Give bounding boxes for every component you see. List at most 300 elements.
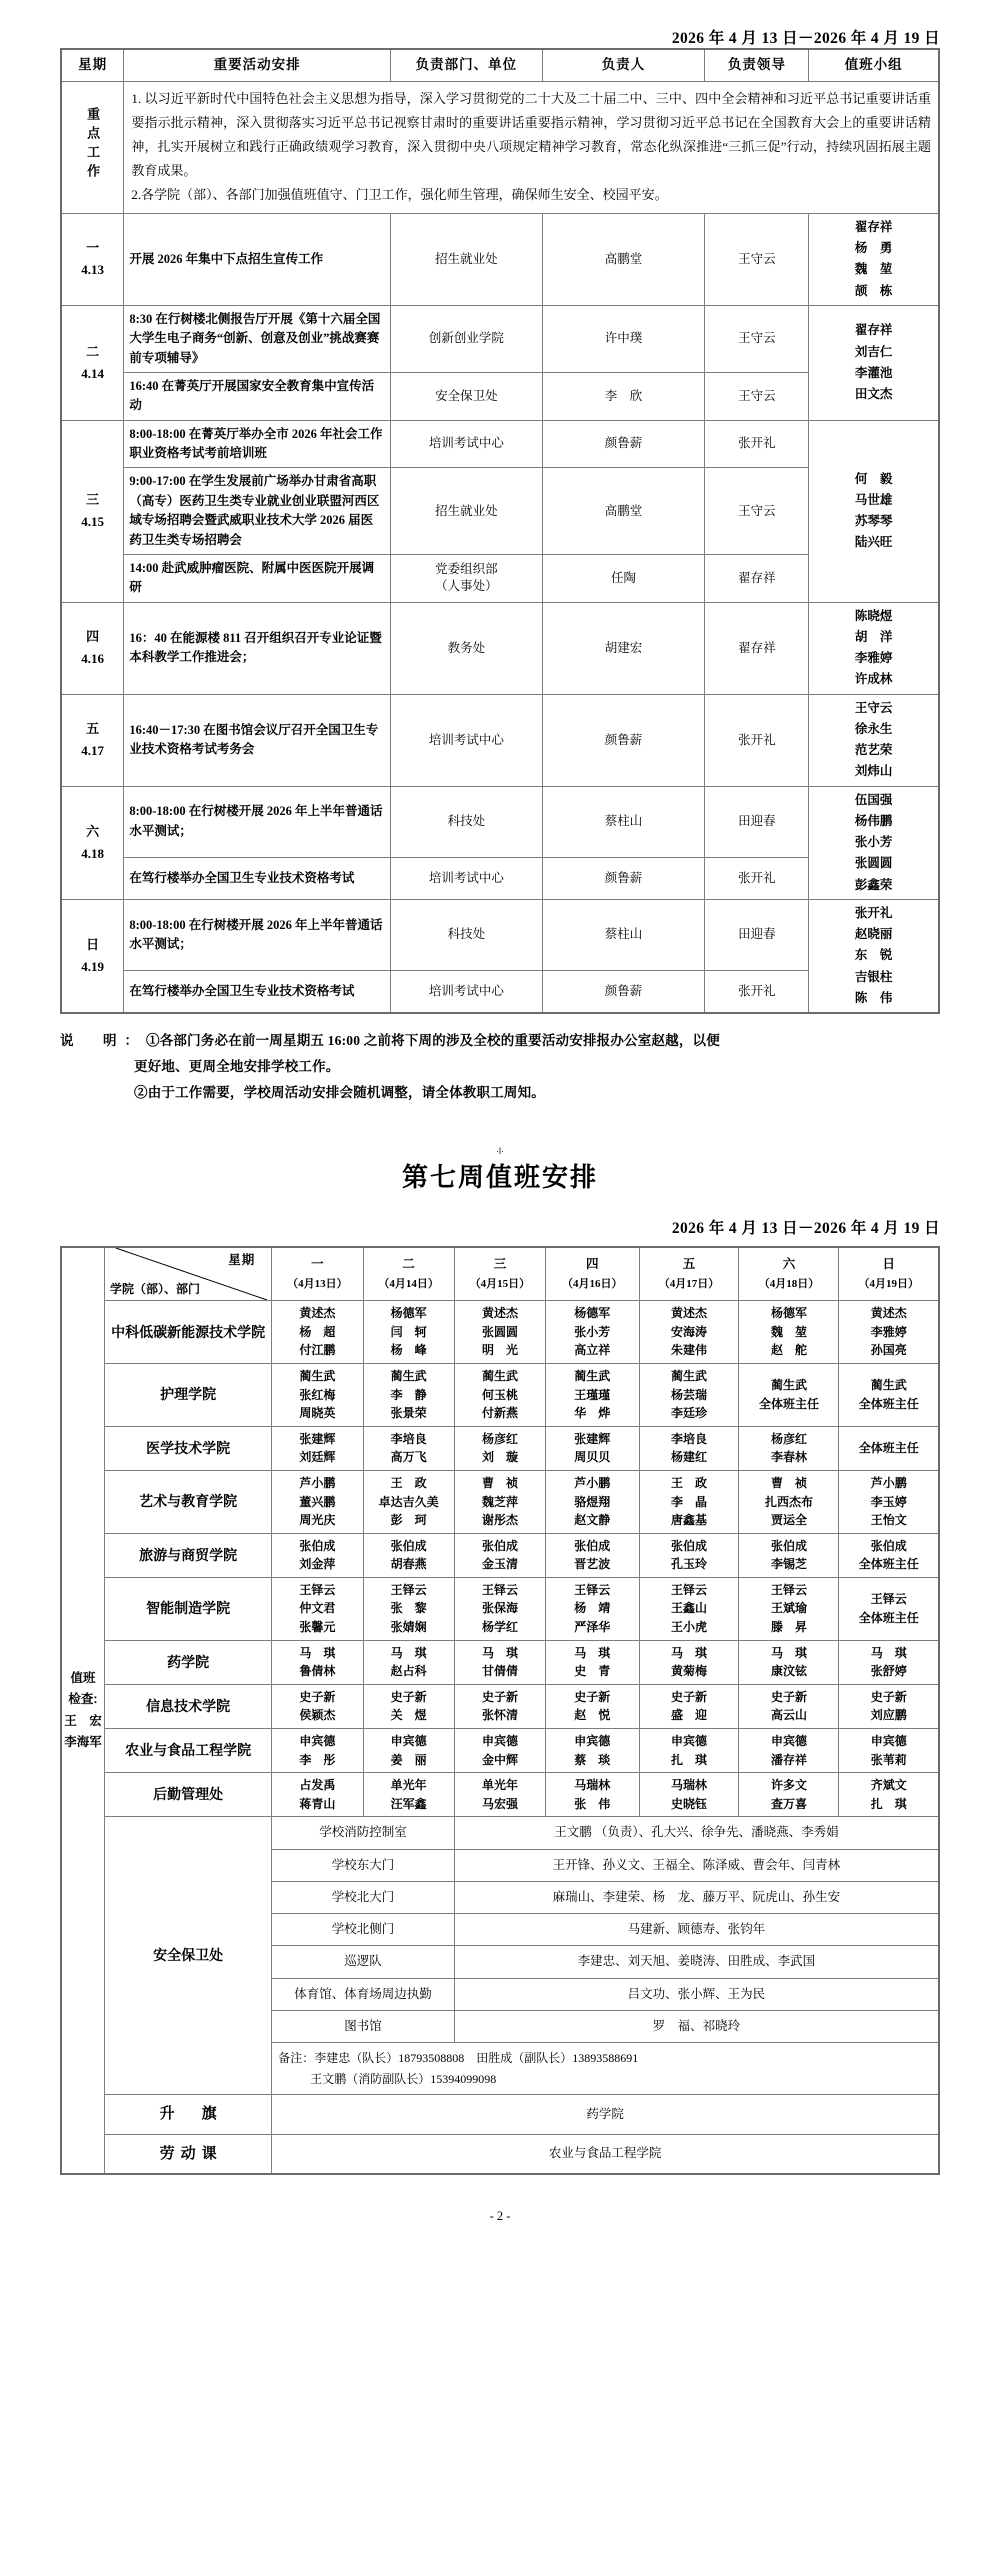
duty-person: 杨 靖 — [574, 1601, 611, 1616]
duty-cell — [739, 1729, 839, 1773]
duty-person: 潘存祥 — [770, 1752, 807, 1767]
duty-person: 全体班主任 — [858, 1610, 919, 1625]
duty-group-member: 陈晓煜 — [854, 608, 893, 623]
activity-description: 在笃行楼举办全国卫生专业技术资格考试 — [124, 970, 391, 1013]
duty-person: 马 琪 — [870, 1645, 907, 1660]
duty-day-header-1 — [363, 1247, 454, 1301]
duty-person: 王铎云 — [481, 1582, 518, 1597]
duty-person: 史 青 — [574, 1664, 611, 1679]
activity-weekday: 二 — [86, 343, 100, 359]
duty-group-member: 杨伟鹏 — [854, 813, 893, 828]
duty-cell — [546, 1577, 639, 1640]
duty-person: 唐鑫基 — [670, 1513, 707, 1528]
duty-group-member: 杨 勇 — [854, 241, 893, 256]
activity-department: 招生就业处 — [391, 468, 543, 555]
duty-person: 高云山 — [770, 1708, 807, 1723]
duty-day-header-3 — [546, 1247, 639, 1301]
duty-person: 王铎云 — [299, 1582, 336, 1597]
corner-week-label: 星期 — [228, 1253, 256, 1268]
activity-leader: 王守云 — [705, 213, 809, 305]
duty-group-member: 伍国强 — [854, 792, 893, 807]
duty-cell — [639, 1533, 739, 1577]
labor-class-row — [61, 2134, 939, 2174]
duty-unit-name-6: 药学院 — [104, 1640, 271, 1684]
activity-leader: 田迎春 — [705, 899, 809, 970]
duty-cell — [454, 1533, 545, 1577]
duty-person: 甘倩倩 — [481, 1664, 518, 1679]
activity-owner: 颜鲁薪 — [542, 420, 705, 468]
duty-person: 李培良 — [670, 1431, 707, 1446]
duty-person: 张保海 — [481, 1601, 518, 1616]
duty-cell — [363, 1577, 454, 1640]
duty-person: 刘金萍 — [299, 1557, 336, 1572]
duty-person: 鲁倩林 — [299, 1664, 336, 1679]
activity-weekday: 四 — [86, 629, 100, 645]
duty-person: 盛 迎 — [670, 1708, 707, 1723]
duty-cell — [639, 1577, 739, 1640]
duty-day-weekday: 四 — [586, 1257, 599, 1272]
duty-cell — [739, 1640, 839, 1684]
duty-cell — [454, 1684, 545, 1728]
activity-leader: 张开礼 — [705, 857, 809, 899]
security-remark — [272, 2043, 939, 2095]
duty-unit-name-3: 艺术与教育学院 — [104, 1470, 271, 1533]
duty-person: 马 琪 — [574, 1645, 611, 1660]
activity-duty-group-6 — [809, 899, 939, 1013]
activity-department: 创新创业学院 — [391, 305, 543, 372]
activity-department: 科技处 — [391, 786, 543, 857]
duty-cell — [454, 1426, 545, 1470]
duty-person: 马 琪 — [481, 1645, 518, 1660]
duty-person: 王鑫山 — [670, 1601, 707, 1616]
activity-department: 培训考试中心 — [391, 694, 543, 786]
activity-day-cell-5 — [61, 786, 124, 899]
duty-cell — [363, 1301, 454, 1364]
duty-person: 明 光 — [481, 1343, 518, 1358]
activity-row — [61, 602, 939, 694]
activity-department: 党委组织部 （人事处） — [391, 554, 543, 602]
duty-cell — [272, 1640, 363, 1684]
duty-person: 滕 昇 — [770, 1620, 807, 1635]
duty-person: 占发禹 — [299, 1778, 336, 1793]
duty-person: 安海涛 — [670, 1324, 707, 1339]
duty-corner-cell — [104, 1247, 271, 1301]
duty-cell — [739, 1684, 839, 1728]
duty-cell — [454, 1773, 545, 1817]
activity-col-header-5: 值班小组 — [809, 49, 939, 81]
flag-raising-row — [61, 2094, 939, 2134]
activity-duty-group-3 — [809, 602, 939, 694]
activity-col-header-0: 星期 — [61, 49, 124, 81]
duty-person: 史子新 — [870, 1689, 907, 1704]
duty-day-date: （4月14日） — [378, 1278, 439, 1291]
duty-person: 芦小鹏 — [574, 1475, 611, 1490]
duty-person: 史子新 — [670, 1689, 707, 1704]
weekly-activity-table — [60, 48, 940, 1014]
activity-department: 培训考试中心 — [391, 857, 543, 899]
duty-person: 晋艺波 — [574, 1557, 611, 1572]
duty-group-member: 胡 洋 — [854, 629, 893, 644]
duty-cell — [739, 1363, 839, 1426]
flag-raising-value: 药学院 — [272, 2094, 939, 2134]
duty-person: 董兴鹏 — [299, 1494, 336, 1509]
activity-date: 4.15 — [81, 514, 105, 530]
duty-person: 史子新 — [574, 1689, 611, 1704]
duty-person: 张苇莉 — [870, 1752, 907, 1767]
duty-person: 扎 琪 — [670, 1752, 707, 1767]
duty-person: 张伯成 — [481, 1538, 518, 1553]
duty-person: 申宾德 — [481, 1734, 518, 1749]
duty-person: 马瑞林 — [670, 1778, 707, 1793]
activity-department: 培训考试中心 — [391, 420, 543, 468]
activity-owner: 任陶 — [542, 554, 705, 602]
activity-description: 16:40－17:30 在图书馆会议厅召开全国卫生专业技术资格考试考务会 — [124, 694, 391, 786]
duty-cell — [454, 1577, 545, 1640]
duty-person: 杨建红 — [670, 1450, 707, 1465]
duty-group-member: 李雅婷 — [854, 651, 893, 666]
duty-group-member: 马世雄 — [854, 492, 893, 507]
duty-person: 张馨元 — [299, 1620, 336, 1635]
duty-person: 张伯成 — [770, 1538, 807, 1553]
duty-person: 蔺生武 — [670, 1368, 707, 1383]
duty-group-member: 陈 伟 — [854, 990, 893, 1005]
duty-cell — [272, 1363, 363, 1426]
duty-person: 马瑞林 — [574, 1778, 611, 1793]
activity-leader: 王守云 — [705, 305, 809, 372]
duty-person: 杨 峰 — [390, 1343, 427, 1358]
activity-date: 4.16 — [81, 651, 105, 667]
labor-class-value: 农业与食品工程学院 — [272, 2134, 939, 2174]
duty-cell — [546, 1684, 639, 1728]
focus-work-row — [61, 81, 939, 213]
security-post-label: 学校东大门 — [272, 1849, 455, 1881]
duty-cell — [839, 1533, 939, 1577]
activity-weekday: 六 — [86, 823, 100, 839]
duty-person: 贾运全 — [770, 1513, 807, 1528]
duty-person: 周光庆 — [299, 1513, 336, 1528]
duty-person: 黄述杰 — [870, 1306, 907, 1321]
duty-person: 何玉桃 — [481, 1387, 518, 1402]
duty-person: 李锡芝 — [770, 1557, 807, 1572]
duty-person: 单光年 — [390, 1778, 427, 1793]
duty-cell — [739, 1470, 839, 1533]
duty-cell — [546, 1729, 639, 1773]
week-date-range: 2026 年 4 月 13 日－2026 年 4 月 19 日 — [671, 30, 940, 47]
duty-cell — [272, 1773, 363, 1817]
activity-col-header-4: 负责领导 — [705, 49, 809, 81]
duty-cell — [454, 1301, 545, 1364]
duty-unit-name-2: 医学技术学院 — [104, 1426, 271, 1470]
duty-person: 王铎云 — [770, 1582, 807, 1597]
activity-col-header-2: 负责部门、单位 — [391, 49, 543, 81]
focus-work-label: 重点工作 — [61, 81, 124, 213]
duty-person: 李 彤 — [299, 1752, 336, 1767]
activity-leader: 田迎春 — [705, 786, 809, 857]
duty-person: 高立祥 — [574, 1343, 611, 1358]
security-post-label: 体育馆、体育场周边执勤 — [272, 1978, 455, 2010]
duty-person: 张婧娴 — [390, 1620, 427, 1635]
activity-duty-group-2 — [809, 420, 939, 602]
activity-leader: 张开礼 — [705, 970, 809, 1013]
activity-date: 4.18 — [81, 845, 105, 861]
duty-cell — [639, 1301, 739, 1364]
activity-duty-group-5 — [809, 786, 939, 899]
duty-person: 杨德军 — [390, 1306, 427, 1321]
duty-person: 黄述杰 — [481, 1306, 518, 1321]
activity-department: 教务处 — [391, 602, 543, 694]
duty-cell — [639, 1684, 739, 1728]
duty-person: 蔺生武 — [390, 1368, 427, 1383]
duty-cell — [639, 1363, 739, 1426]
duty-person: 关 煜 — [390, 1708, 427, 1723]
duty-person: 杨德军 — [770, 1306, 807, 1321]
activity-day-cell-2 — [61, 420, 124, 602]
duty-group-member: 刘炜山 — [854, 764, 893, 779]
duty-day-header-5 — [739, 1247, 839, 1301]
activity-department: 培训考试中心 — [391, 970, 543, 1013]
duty-person: 史子新 — [481, 1689, 518, 1704]
activity-owner: 颜鲁薪 — [542, 857, 705, 899]
security-post-staff: 罗 福、祁晓玲 — [454, 2010, 939, 2042]
duty-person: 刘应鹏 — [870, 1708, 907, 1723]
security-unit-name: 安全保卫处 — [104, 1817, 271, 2095]
labor-class-label: 劳动课 — [104, 2134, 271, 2174]
activity-row — [61, 468, 939, 555]
duty-day-weekday: 日 — [882, 1257, 895, 1272]
duty-person: 严泽华 — [574, 1620, 611, 1635]
duty-group-member: 刘吉仁 — [854, 344, 893, 359]
duty-person: 康汶铉 — [770, 1664, 807, 1679]
activity-owner: 高鹏堂 — [542, 468, 705, 555]
duty-title-text: 第七周值班安排 — [401, 1162, 598, 1193]
duty-person: 张建辉 — [299, 1431, 336, 1446]
duty-unit-name-7: 信息技术学院 — [104, 1684, 271, 1728]
security-remark-line2: 王文鹏（消防副队长）15394099098 — [310, 2071, 497, 2086]
activity-date: 4.19 — [81, 959, 105, 975]
activity-date: 4.14 — [81, 365, 105, 381]
duty-day-weekday: 三 — [493, 1257, 507, 1272]
duty-cell — [363, 1684, 454, 1728]
duty-person: 李廷珍 — [670, 1406, 707, 1421]
duty-cell — [546, 1426, 639, 1470]
activity-row — [61, 372, 939, 420]
duty-inspector-line: 王 宏 — [64, 1713, 102, 1728]
activity-owner: 高鹏堂 — [542, 213, 705, 305]
duty-person: 张伯成 — [574, 1538, 611, 1553]
activity-owner: 颜鲁薪 — [542, 970, 705, 1013]
duty-cell — [272, 1577, 363, 1640]
duty-day-header-2 — [454, 1247, 545, 1301]
duty-person: 王怡文 — [870, 1513, 907, 1528]
duty-group-member: 李灌池 — [854, 365, 893, 380]
duty-person: 黄述杰 — [299, 1306, 336, 1321]
duty-person: 李 静 — [390, 1387, 427, 1402]
duty-cell — [639, 1470, 739, 1533]
duty-day-weekday: 六 — [782, 1257, 796, 1272]
duty-cell — [739, 1426, 839, 1470]
activity-department: 科技处 — [391, 899, 543, 970]
duty-person: 王斌瑜 — [770, 1601, 807, 1616]
duty-group-member: 彭鑫荣 — [854, 877, 893, 892]
duty-day-header-6 — [839, 1247, 939, 1301]
duty-inspector-line: 李海军 — [64, 1734, 102, 1749]
duty-cell — [363, 1729, 454, 1773]
duty-unit-row — [61, 1470, 939, 1533]
duty-person: 魏 堃 — [770, 1324, 807, 1339]
duty-group-member: 吉银柱 — [854, 969, 893, 984]
duty-cell — [272, 1729, 363, 1773]
duty-person: 王 政 — [390, 1475, 427, 1490]
duty-person: 李雅婷 — [870, 1324, 907, 1339]
duty-person: 曹 祯 — [481, 1475, 518, 1490]
duty-person: 彭 珂 — [390, 1513, 427, 1528]
duty-group-member: 田文杰 — [854, 387, 893, 402]
duty-person: 张红梅 — [299, 1387, 336, 1402]
duty-person: 申宾德 — [770, 1734, 807, 1749]
page-number: - 2 - — [489, 2209, 511, 2224]
duty-person: 全体班主任 — [758, 1396, 819, 1411]
security-post-staff: 王文鹏 （负责）、孔大兴、徐争先、潘晓燕、李秀娟 — [454, 1817, 939, 1849]
activity-description: 8:00-18:00 在行树楼开展 2026 年上半年普通话水平测试； — [124, 786, 391, 857]
duty-cell — [739, 1773, 839, 1817]
duty-person: 仲文君 — [299, 1601, 336, 1616]
duty-cell — [272, 1426, 363, 1470]
duty-day-weekday: 二 — [402, 1257, 415, 1272]
duty-cell — [839, 1363, 939, 1426]
activity-owner: 蔡柱山 — [542, 899, 705, 970]
duty-person: 申宾德 — [670, 1734, 707, 1749]
duty-cell — [363, 1363, 454, 1426]
activity-description: 8:00-18:00 在菁英厅举办全市 2026 年社会工作职业资格考试考前培训班 — [124, 420, 391, 468]
duty-unit-row — [61, 1773, 939, 1817]
security-post-staff: 李建忠、刘天旭、姜晓涛、田胜成、李武国 — [454, 1946, 939, 1978]
duty-person: 申宾德 — [299, 1734, 336, 1749]
activity-description: 8:00-18:00 在行树楼开展 2026 年上半年普通话水平测试； — [124, 899, 391, 970]
duty-cell — [546, 1470, 639, 1533]
activity-row — [61, 554, 939, 602]
duty-cell — [546, 1533, 639, 1577]
duty-person: 申宾德 — [574, 1734, 611, 1749]
activity-date: 4.17 — [81, 743, 105, 759]
duty-person: 史子新 — [390, 1689, 427, 1704]
duty-inspector-line: 检查: — [68, 1692, 98, 1707]
duty-cell — [639, 1426, 739, 1470]
duty-person: 张伯成 — [299, 1538, 336, 1553]
duty-section-title — [0, 1146, 1000, 1194]
duty-person: 查万喜 — [770, 1796, 807, 1811]
duty-person: 张伯成 — [870, 1538, 907, 1553]
activity-weekday: 五 — [86, 721, 100, 737]
note-line-1 — [60, 1028, 940, 1054]
duty-cell — [839, 1729, 939, 1773]
duty-person: 黄菊梅 — [670, 1664, 707, 1679]
duty-person: 李培良 — [390, 1431, 427, 1446]
duty-person: 杨芸瑞 — [670, 1387, 707, 1402]
activity-leader: 张开礼 — [705, 420, 809, 468]
duty-person: 张景荣 — [390, 1406, 427, 1421]
duty-person: 赵 舵 — [770, 1343, 807, 1358]
duty-cell — [454, 1363, 545, 1426]
security-post-staff: 马建新、顾德寿、张钧年 — [454, 1914, 939, 1946]
duty-person: 付新燕 — [481, 1406, 518, 1421]
activity-row — [61, 970, 939, 1013]
duty-unit-name-9: 后勤管理处 — [104, 1773, 271, 1817]
duty-person: 杨学红 — [481, 1620, 518, 1635]
duty-person: 李春林 — [770, 1450, 807, 1465]
activity-leader: 翟存祥 — [705, 554, 809, 602]
duty-person: 申宾德 — [870, 1734, 907, 1749]
duty-person: 蔺生武 — [481, 1368, 518, 1383]
duty-cell — [739, 1301, 839, 1364]
activity-department: 招生就业处 — [391, 213, 543, 305]
duty-cell — [739, 1577, 839, 1640]
note-item-1: ①各部门务必在前一周星期五 16:00 之前将下周的涉及全校的重要活动安排报办公室赵越，以便 — [146, 1033, 720, 1049]
duty-person: 李玉婷 — [870, 1494, 907, 1509]
duty-unit-row — [61, 1301, 939, 1364]
duty-person: 张建辉 — [574, 1431, 611, 1446]
duty-group-member: 许成林 — [854, 672, 893, 687]
duty-person: 张 黎 — [390, 1601, 427, 1616]
duty-unit-row — [61, 1684, 939, 1728]
duty-person: 单光年 — [481, 1778, 518, 1793]
duty-group-member: 魏 堃 — [854, 262, 893, 277]
duty-person: 齐斌文 — [870, 1778, 907, 1793]
duty-day-date: （4月18日） — [758, 1278, 820, 1291]
duty-person: 杨彦红 — [481, 1431, 518, 1446]
duty-person: 张伯成 — [390, 1538, 427, 1553]
duty-cell — [363, 1533, 454, 1577]
duty-day-date: （4月19日） — [858, 1278, 919, 1291]
activity-weekday: 一 — [86, 240, 100, 256]
duty-day-header-0 — [272, 1247, 363, 1301]
duty-person: 王铎云 — [574, 1582, 611, 1597]
activity-day-cell-1 — [61, 305, 124, 420]
duty-group-member: 何 毅 — [854, 471, 893, 486]
activity-description: 开展 2026 年集中下点招生宣传工作 — [124, 213, 391, 305]
duty-group-member: 东 锐 — [854, 948, 893, 963]
duty-person: 汪军鑫 — [390, 1796, 427, 1811]
duty-cell — [272, 1301, 363, 1364]
duty-person: 闫 轲 — [390, 1324, 427, 1339]
duty-unit-name-1: 护理学院 — [104, 1363, 271, 1426]
duty-day-header-4 — [639, 1247, 739, 1301]
activity-row — [61, 857, 939, 899]
duty-cell — [839, 1640, 939, 1684]
duty-cell — [639, 1729, 739, 1773]
note-label: 说 明： — [60, 1033, 146, 1049]
activity-owner: 许中璞 — [542, 305, 705, 372]
activity-department: 安全保卫处 — [391, 372, 543, 420]
security-post-label: 学校北大门 — [272, 1881, 455, 1913]
duty-cell — [454, 1729, 545, 1773]
duty-cell — [839, 1684, 939, 1728]
activity-owner: 蔡柱山 — [542, 786, 705, 857]
duty-cell — [363, 1773, 454, 1817]
activity-leader: 王守云 — [705, 468, 809, 555]
duty-day-date: （4月17日） — [658, 1278, 720, 1291]
focus-work-p2: 2.各学院（部）、各部门加强值班值守、门卫工作，强化师生管理，确保师生安全、校园平安。 — [131, 186, 668, 202]
duty-cell — [454, 1470, 545, 1533]
duty-inspector-line: 值班 — [70, 1671, 96, 1686]
duty-person: 蔺生武 — [870, 1378, 907, 1393]
duty-person: 扎 琪 — [870, 1796, 907, 1811]
duty-person: 全体班主任 — [858, 1396, 919, 1411]
duty-person: 芦小鹏 — [870, 1475, 907, 1490]
duty-group-member: 苏琴琴 — [854, 514, 893, 529]
activity-row — [61, 786, 939, 857]
duty-person: 骆煜翔 — [574, 1494, 611, 1509]
duty-cell — [272, 1470, 363, 1533]
